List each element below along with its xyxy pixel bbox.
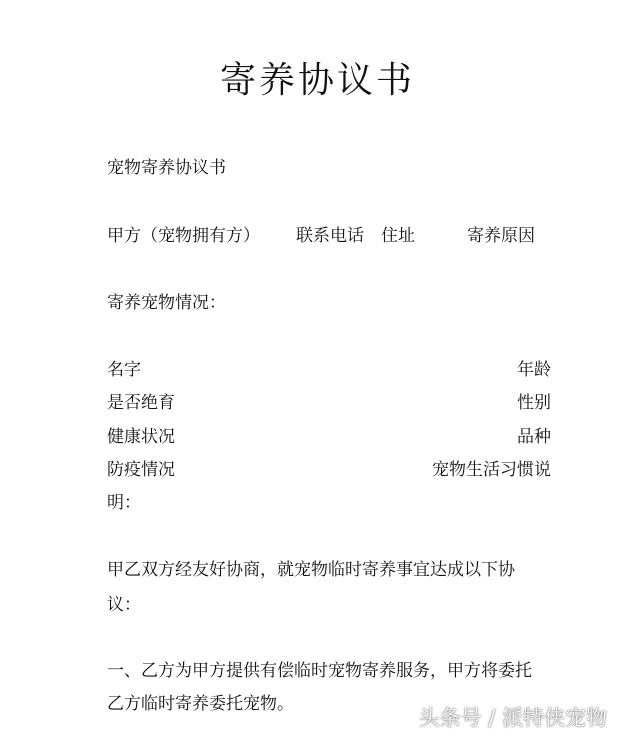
clause-1-line2: 乙方临时寄养委托宠物。 (107, 694, 294, 714)
phone-label: 联系电话 (296, 226, 364, 246)
pet-section-heading: 寄养宠物情况： (107, 293, 226, 313)
pet-neutered-label: 是否绝育 (107, 393, 175, 413)
document-subtitle: 宠物寄养协议书 (107, 158, 226, 178)
clause-1-line1: 一、乙方为甲方提供有偿临时宠物寄养服务，甲方将委托 (107, 661, 532, 681)
pet-name-label: 名字 (107, 360, 141, 380)
pet-habits-label-continued: 明： (107, 493, 141, 513)
document-title: 寄养协议书 (219, 60, 415, 101)
agreement-intro-line1: 甲乙双方经友好协商，就宠物临时寄养事宜达成以下协 (107, 560, 515, 580)
pet-habits-label: 宠物生活习惯说 (432, 460, 551, 480)
agreement-intro-line2: 议： (107, 595, 141, 615)
address-label: 住址 (381, 226, 415, 246)
watermark: 头条号 / 派特侠宠物 (418, 706, 607, 730)
owner-label: 甲方（宠物拥有方） (107, 226, 260, 246)
pet-vaccination-label: 防疫情况 (107, 460, 175, 480)
pet-breed-label: 品种 (517, 427, 551, 447)
pet-health-label: 健康状况 (107, 427, 175, 447)
reason-label: 寄养原因 (467, 226, 535, 246)
pet-age-label: 年龄 (517, 360, 551, 380)
pet-gender-label: 性别 (517, 393, 551, 413)
